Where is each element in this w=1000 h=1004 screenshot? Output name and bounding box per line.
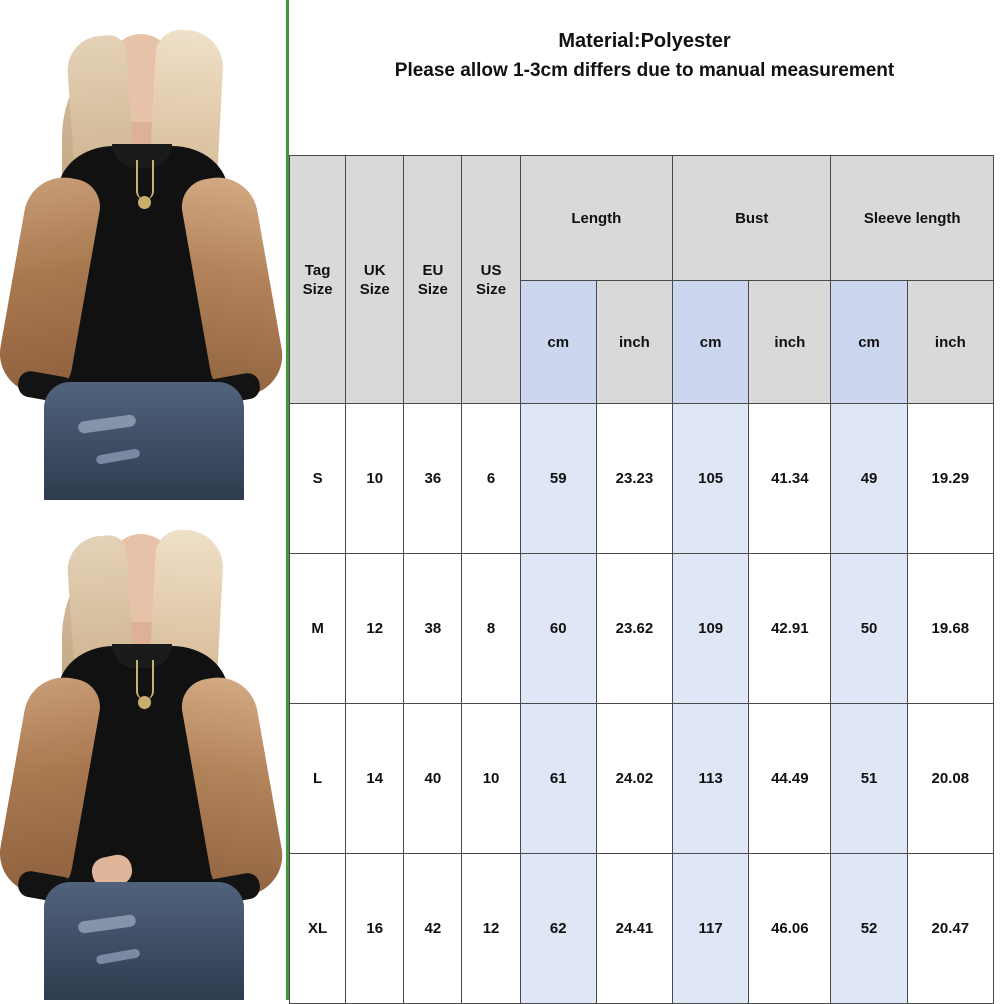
header-length-inch: inch: [596, 281, 672, 404]
model-illustration-bottom: [0, 500, 286, 1000]
cell-us-size: 6: [462, 404, 520, 554]
cell-us-size: 12: [462, 854, 520, 1004]
table-row: [290, 404, 994, 554]
necklace-chain: [136, 160, 154, 200]
header-us-size-line1: US: [480, 261, 502, 279]
cell-length-cm: 62: [520, 854, 596, 1004]
header-bust-inch: inch: [749, 281, 831, 404]
cell-length-inch: 24.41: [596, 854, 672, 1004]
table-row: [290, 854, 994, 1004]
necklace-pendant: [138, 196, 151, 209]
header-uk-size-line2: Size: [359, 280, 390, 298]
cell-us-size: 8: [462, 554, 520, 704]
cell-bust-cm: 113: [673, 704, 749, 854]
table-row: [290, 704, 994, 854]
cell-length-inch: 24.02: [596, 704, 672, 854]
cell-bust-cm: 105: [673, 404, 749, 554]
header-group-length: Length: [520, 156, 672, 281]
size-chart-table: [289, 155, 994, 1004]
cell-bust-cm: 117: [673, 854, 749, 1004]
cell-sleeve-cm: 50: [831, 554, 907, 704]
cell-uk-size: 10: [346, 404, 404, 554]
cell-length-inch: 23.62: [596, 554, 672, 704]
cell-uk-size: 16: [346, 854, 404, 1004]
cell-sleeve-cm: 51: [831, 704, 907, 854]
cell-eu-size: 42: [404, 854, 462, 1004]
header-us-size-line2: Size: [476, 280, 507, 298]
header-tag-size-line2: Size: [302, 280, 333, 298]
cell-bust-inch: 42.91: [749, 554, 831, 704]
cell-length-cm: 59: [520, 404, 596, 554]
cell-bust-cm: 109: [673, 554, 749, 704]
cell-uk-size: 14: [346, 704, 404, 854]
product-photo-top: [0, 0, 286, 500]
cell-bust-inch: 46.06: [749, 854, 831, 1004]
cell-bust-inch: 44.49: [749, 704, 831, 854]
cell-sleeve-inch: 20.47: [907, 854, 993, 1004]
cell-sleeve-inch: 19.29: [907, 404, 993, 554]
header-group-bust: Bust: [673, 156, 831, 281]
jeans-shape: [44, 882, 244, 1000]
header-uk-size-line1: UK: [363, 261, 386, 279]
table-row: [290, 554, 994, 704]
header-tag-size: [290, 156, 346, 404]
cell-length-cm: 60: [520, 554, 596, 704]
header-tag-size-line1: Tag: [304, 261, 331, 279]
header-group-sleeve: Sleeve length: [831, 156, 994, 281]
cell-us-size: 10: [462, 704, 520, 854]
header-eu-size-line1: EU: [422, 261, 444, 279]
header-eu-size-line2: Size: [417, 280, 448, 298]
necklace-chain: [136, 660, 154, 700]
product-photo-bottom: [0, 500, 286, 1000]
cell-sleeve-inch: 20.08: [907, 704, 993, 854]
chart-header: [289, 26, 1000, 86]
cell-length-cm: 61: [520, 704, 596, 854]
header-eu-size: [404, 156, 462, 404]
cell-sleeve-cm: 49: [831, 404, 907, 554]
measurement-note: Please allow 1-3cm differs due to manual measurement: [394, 60, 895, 81]
material-note: Material:Polyester: [558, 30, 731, 52]
cell-bust-inch: 41.34: [749, 404, 831, 554]
header-sleeve-inch: inch: [907, 281, 993, 404]
header-bust-cm: cm: [673, 281, 749, 404]
header-us-size: [462, 156, 520, 404]
necklace-pendant: [138, 696, 151, 709]
jeans-shape: [44, 382, 244, 500]
cell-tag-size: XL: [290, 854, 346, 1004]
cell-tag-size: L: [290, 704, 346, 854]
cell-eu-size: 36: [404, 404, 462, 554]
header-length-cm: cm: [520, 281, 596, 404]
header-sleeve-cm: cm: [831, 281, 907, 404]
cell-tag-size: M: [290, 554, 346, 704]
cell-sleeve-inch: 19.68: [907, 554, 993, 704]
cell-eu-size: 40: [404, 704, 462, 854]
model-illustration-top: [0, 0, 286, 500]
cell-eu-size: 38: [404, 554, 462, 704]
cell-uk-size: 12: [346, 554, 404, 704]
cell-tag-size: S: [290, 404, 346, 554]
header-uk-size: [346, 156, 404, 404]
cell-sleeve-cm: 52: [831, 854, 907, 1004]
cell-length-inch: 23.23: [596, 404, 672, 554]
table-header-row-groups: [290, 156, 994, 281]
product-photo-column: [0, 0, 286, 1000]
